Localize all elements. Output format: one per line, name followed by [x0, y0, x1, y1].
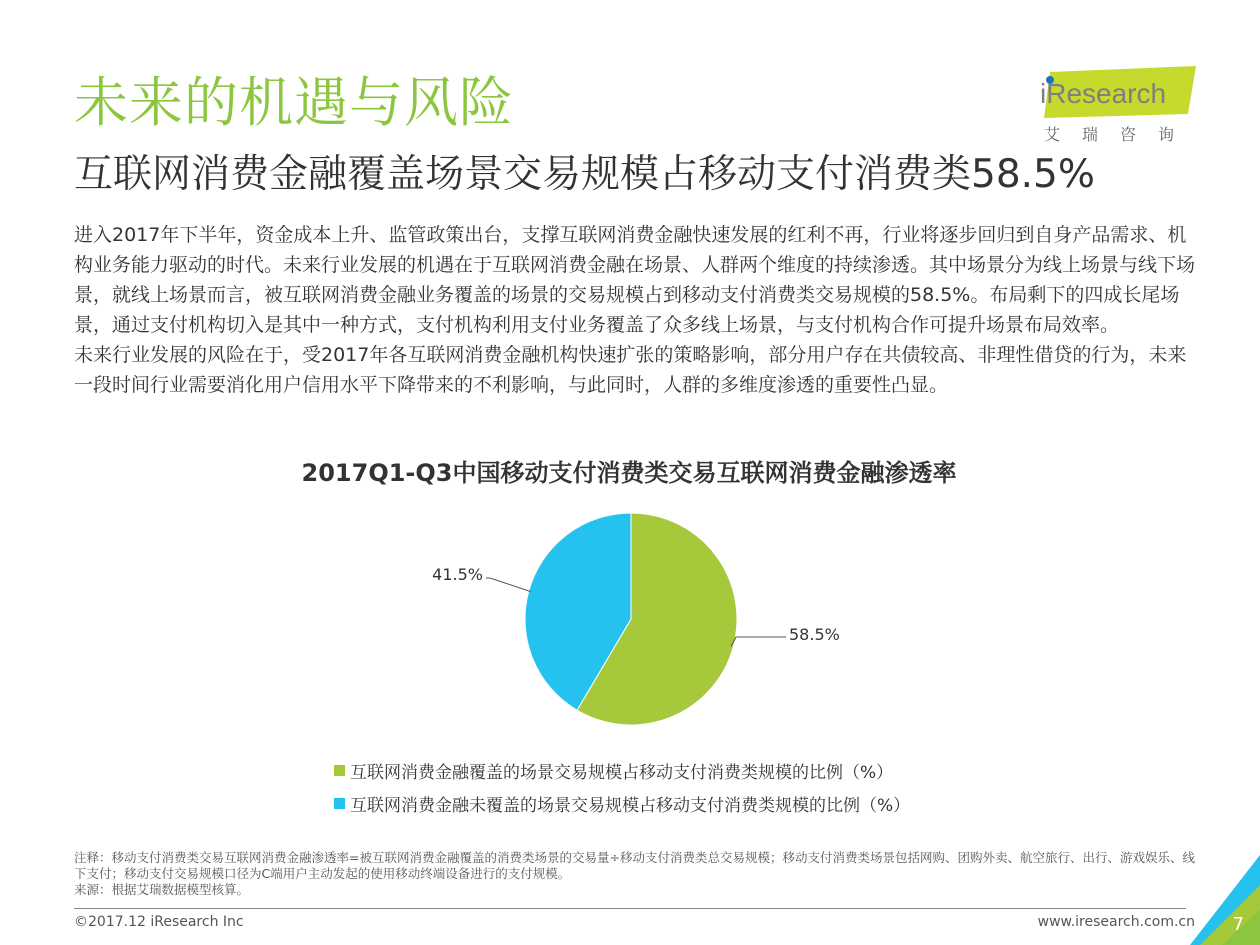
legend-label-uncovered: 互联网消费金融未覆盖的场景交易规模占移动支付消费类规模的比例（%） [350, 796, 911, 816]
footnote-source: 来源：根据艾瑞数据模型核算。 [74, 882, 250, 897]
legend-item-covered [334, 754, 910, 787]
chart-title-text: 2017Q1-Q3中国移动支付消费类交易互联网消费金融渗透率 [301, 459, 957, 487]
legend-label-covered: 互联网消费金融覆盖的场景交易规模占移动支付消费类规模的比例（%） [350, 763, 894, 783]
page-subtitle: 互联网消费金融覆盖场景交易规模占移动支付消费类58.5% [74, 152, 1095, 197]
paragraph-opportunity: 进入2017年下半年，资金成本上升、监管政策出台，支撑互联网消费金融快速发展的红利不再，行业将逐步回归到自身产品需求、机构业务能力驱动的时代。未来行业发展的机遇在于互联网消费金融在场景、人群两个维度的持续渗透。其中场景分为线上场景与线下场景，就线上场景而言，被互联网消费金融业务覆盖的场景的交易规模占到移动支付消费类交易规模的58.5%。布局剩下的四成长尾场景，通过支付机构切入是其中一种方式，支付机构利用支付业务覆盖了众多线上场景，与支付机构合作可提升场景布局效率。 [74, 224, 1196, 336]
legend-swatch-uncovered [334, 798, 345, 809]
leader-line-0 [731, 637, 786, 646]
copyright-text: ©2017.12 iResearch Inc [74, 914, 244, 930]
logo-brand-text: iResearch [1040, 78, 1167, 109]
section-title: 未来的机遇与风险 [74, 71, 514, 134]
paragraph-risk: 未来行业发展的风险在于，受2017年各互联网消费金融机构快速扩张的策略影响，部分用户存在共债较高、非理性借贷的行为，未来一段时间行业需要消化用户信用水平下降带来的不利影响，与此同时，人群的多维度渗透的重要性凸显。 [74, 344, 1187, 396]
leader-line-1 [486, 578, 531, 592]
data-label-0: 58.5% [789, 625, 840, 644]
chart-legend [334, 754, 910, 820]
logo-cn-text: 艾瑞咨询 [1044, 125, 1197, 144]
data-label-1: 41.5% [432, 565, 483, 584]
footer-divider [74, 908, 1186, 909]
legend-swatch-covered [334, 765, 345, 776]
website-link[interactable]: www.iresearch.com.cn [1037, 914, 1195, 930]
corner-decoration-icon [1190, 855, 1260, 945]
legend-item-uncovered [334, 787, 910, 820]
footnote [74, 850, 1199, 898]
page-number: 7 [1232, 914, 1244, 935]
footnote-note: 注释：移动支付消费类交易互联网消费金融渗透率=被互联网消费金融覆盖的消费类场景的交易量÷移动支付消费类总交易规模；移动支付消费类场景包括网购、团购外卖、航空旅行、出行、游戏娱乐、线下支付；移动支付交易规模口径为C端用户主动发起的使用移动终端设备进行的支付规模。 [74, 850, 1195, 881]
